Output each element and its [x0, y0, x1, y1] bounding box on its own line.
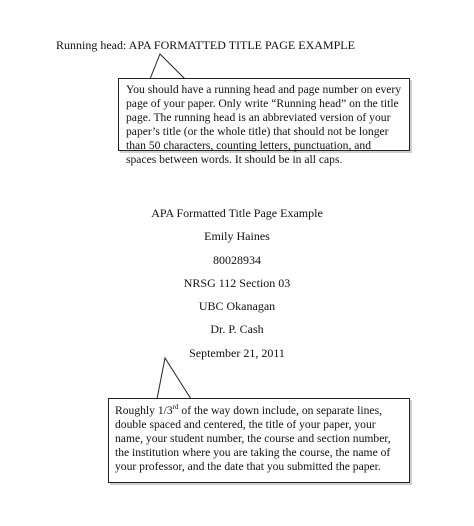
professor: Dr. P. Cash — [210, 322, 264, 337]
title-page-block — [0, 206, 474, 369]
course-section: NRSG 112 Section 03 — [183, 275, 291, 290]
title-block-note-text: of the way down include, on separate lines, double spaced and centered, the title of your paper, your name, your student number, the course and section number, the institution where you are taking the course, the name of your professor, and the date that you submitted the paper. — [115, 404, 391, 473]
running-head-note — [118, 78, 410, 166]
title-block-note-prefix: Roughly 1/3 — [115, 404, 173, 417]
student-number: 80028934 — [213, 252, 261, 267]
title-block-note-superscript: rd — [172, 403, 179, 412]
submission-date: September 21, 2011 — [189, 345, 285, 360]
title-block-note — [108, 398, 410, 483]
institution: UBC Okanagan — [198, 299, 276, 314]
paper-title: APA Formatted Title Page Example — [151, 206, 323, 220]
running-head-note-text: You should have a running head and page number on every page of your paper. Only write “Running head” on the title page. The running head is an abbreviated version of your paper’s title (or the whole title) that should not be longer than 50 characters, counting letters, punctuation, and spaces between words. It should be in all caps. — [126, 83, 402, 166]
running-head: Running head: APA FORMATTED TITLE PAGE EXAMPLE — [56, 38, 355, 52]
author-name: Emily Haines — [204, 229, 270, 244]
